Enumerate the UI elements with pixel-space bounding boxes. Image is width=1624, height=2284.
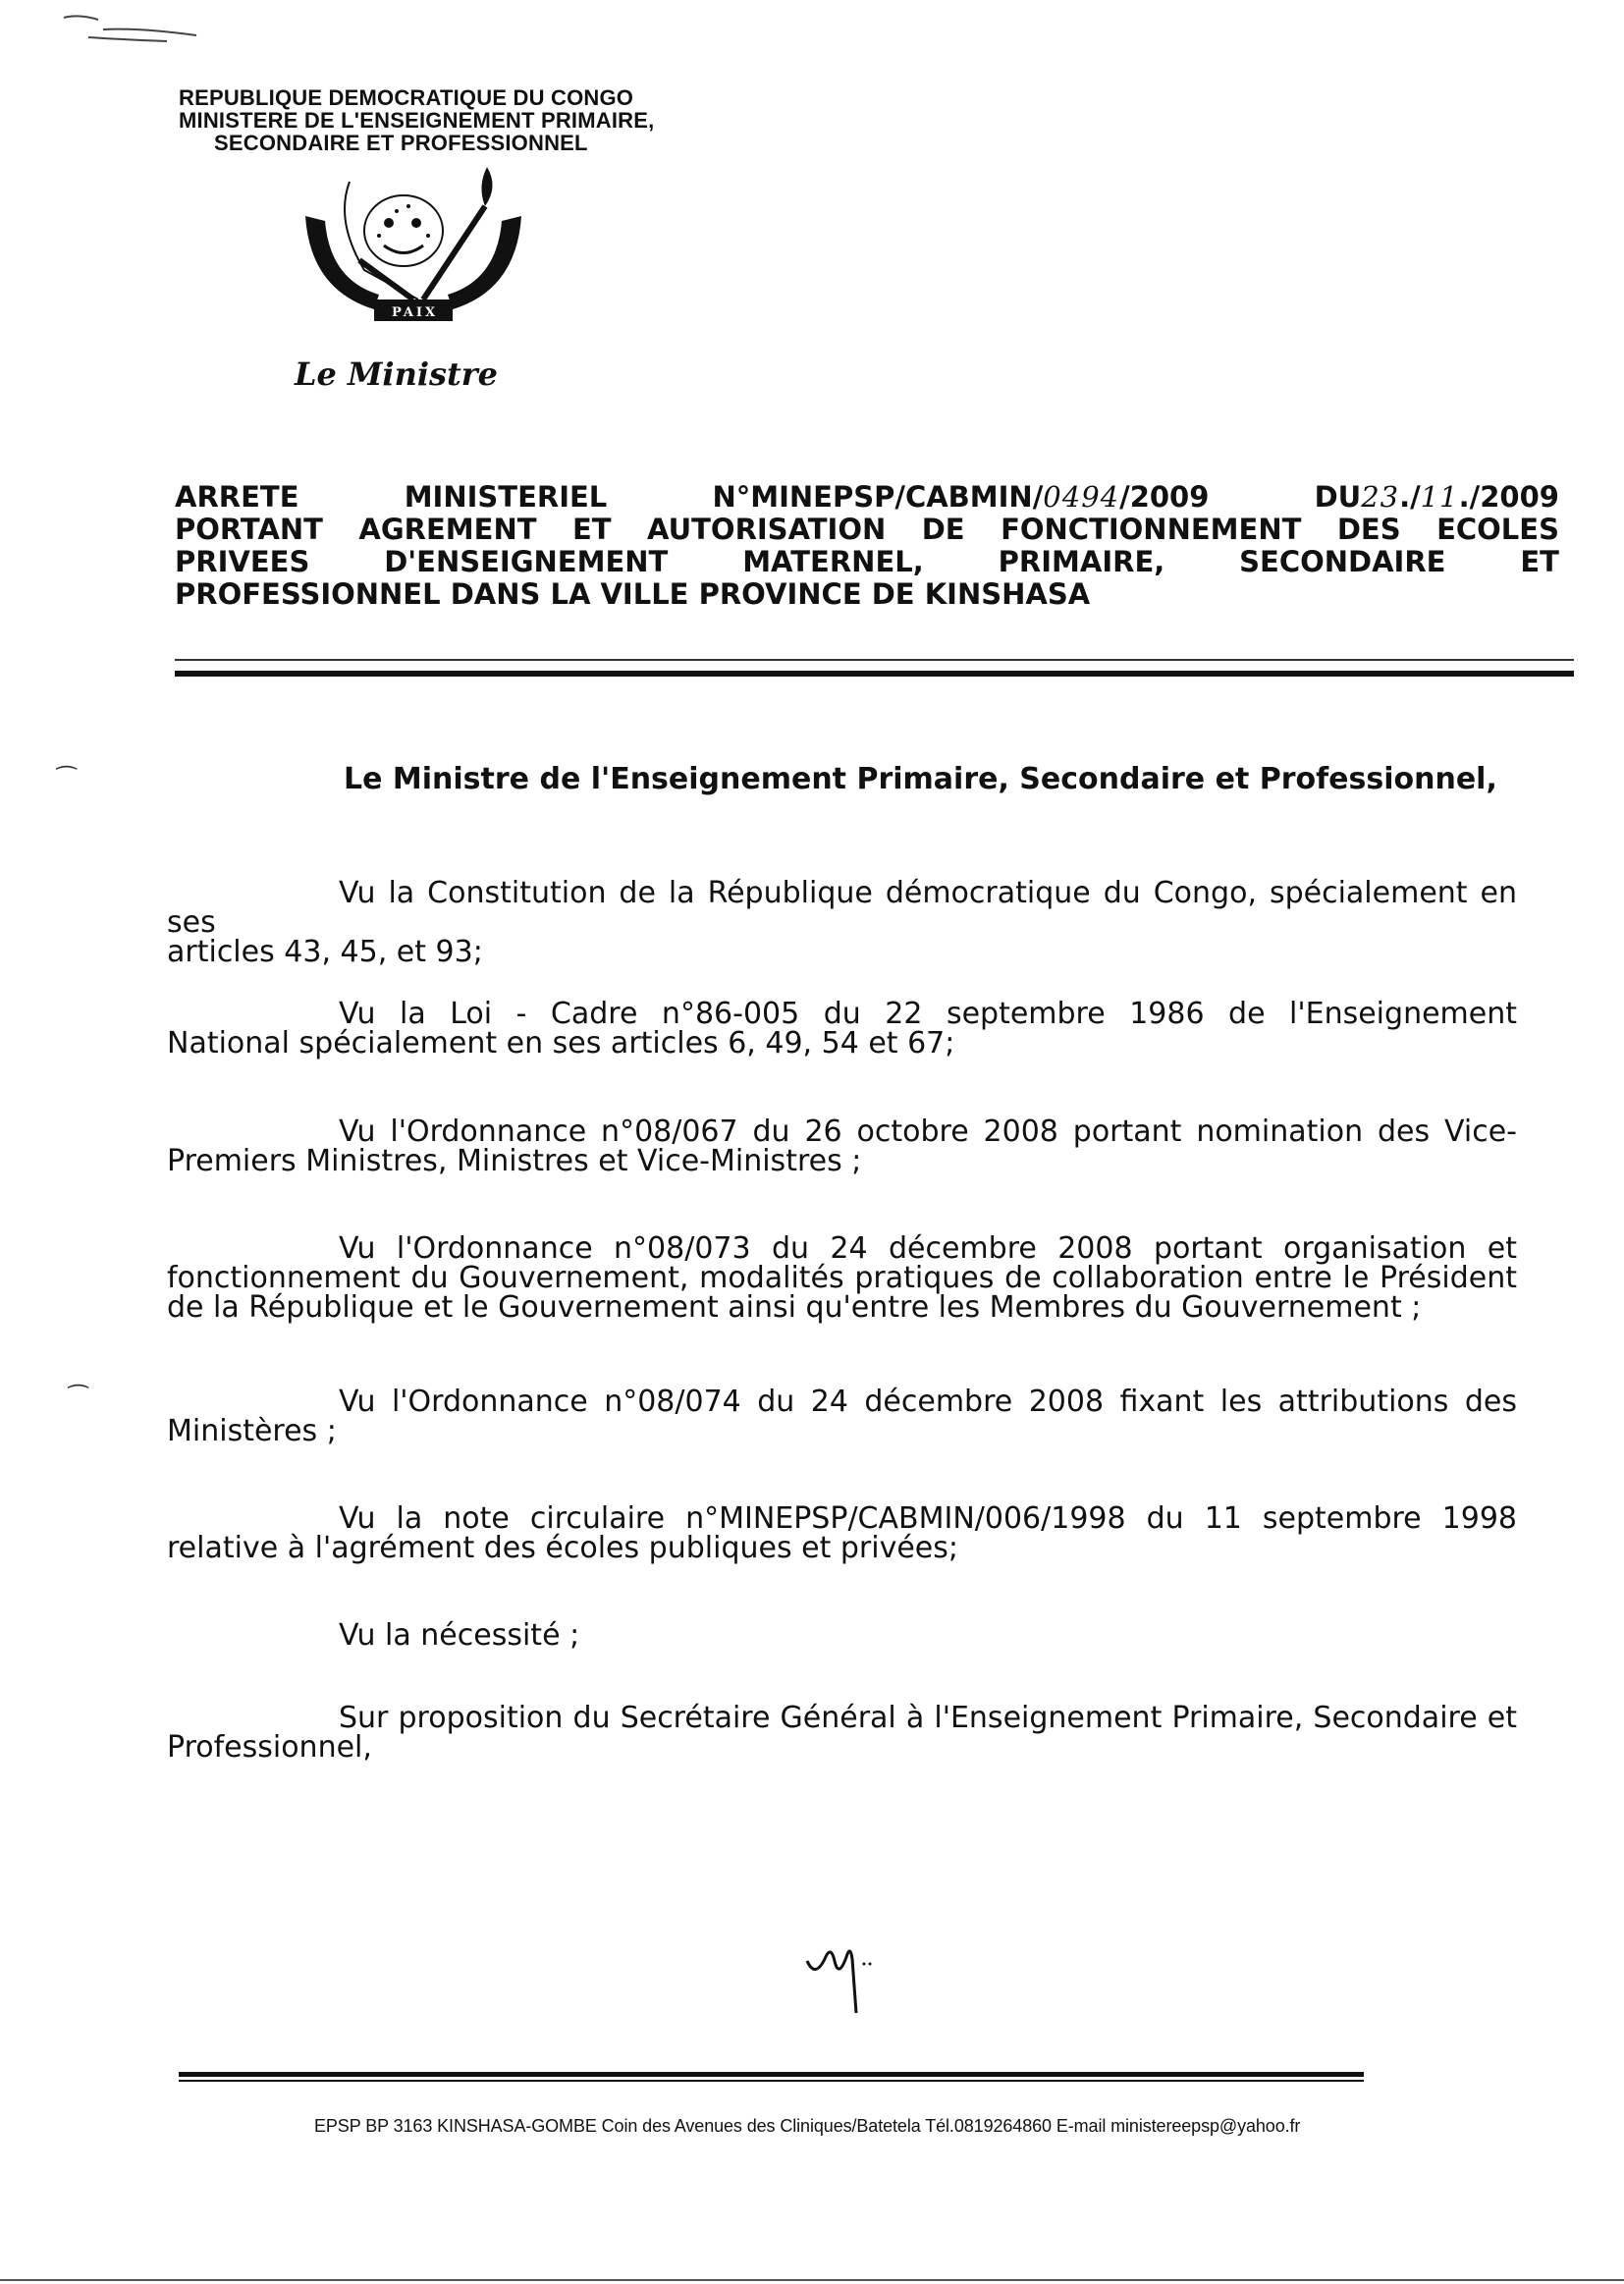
corner-scribble bbox=[59, 8, 206, 47]
consideration-paragraph: Vu l'Ordonnance n°08/073 du 24 décembre 2008 portant organisation et fonctionnement du Gouvernement, modalités pratiques de collaboration entre le Président de la République et le Gouvernement ainsi qu'entre les Membres du Gouvernement ; bbox=[167, 1231, 1517, 1325]
consideration-paragraph: Vu la Loi - Cadre n°86-005 du 22 septembre 1986 de l'Enseignement National spécialement en ses articles 6, 49, 54 et 67; bbox=[167, 997, 1517, 1060]
initials-mark bbox=[795, 1939, 913, 2018]
consideration-paragraph: Sur proposition du Secrétaire Général à l'Enseignement Primaire, Secondaire et Professionnel, bbox=[167, 1701, 1517, 1765]
margin-mark: ⁀ bbox=[69, 1385, 88, 1412]
letterhead-ministry: MINISTERE DE L'ENSEIGNEMENT PRIMAIRE, bbox=[179, 108, 655, 133]
letterhead-ministry-cont: SECONDAIRE ET PROFESSIONNEL bbox=[214, 131, 588, 155]
decree-number: N°MINEPSP/CABMIN/0494/2009 bbox=[712, 480, 1210, 514]
title-word: MINISTERIEL bbox=[404, 480, 608, 514]
signatory-heading: Le Ministre bbox=[295, 355, 499, 393]
title-line-1 bbox=[175, 481, 1559, 514]
footer-divider bbox=[179, 2072, 1364, 2077]
title-divider bbox=[175, 671, 1574, 677]
handwritten-number: 0494 bbox=[1043, 480, 1120, 514]
title-line-3: PRIVEES D'ENSEIGNEMENT MATERNEL, PRIMAIRE, SECONDAIRE ET bbox=[175, 545, 1559, 578]
title-divider-thin bbox=[175, 659, 1574, 661]
emblem-band-text: PAIX bbox=[392, 305, 439, 320]
title-line-4: PROFESSIONNEL DANS LA VILLE PROVINCE DE KINSHASA bbox=[175, 577, 1091, 611]
title-line-2: PORTANT AGREMENT ET AUTORISATION DE FONCTIONNEMENT DES ECOLES bbox=[175, 513, 1559, 546]
decree-date: DU23./11./2009 bbox=[1314, 480, 1559, 514]
letterhead bbox=[179, 86, 729, 154]
consideration-paragraph: Vu la Constitution de la République démocratique du Congo, spécialement en ses articles 43, 45, et 93; bbox=[167, 876, 1517, 969]
coat-of-arms-emblem bbox=[291, 162, 536, 358]
margin-mark: ⁀ bbox=[57, 766, 77, 793]
footer-address: EPSP BP 3163 KINSHASA-GOMBE Coin des Avenues des Cliniques/Batetela Tél.0819264860 E-mail ministereepsp@yahoo.fr bbox=[314, 2116, 1301, 2136]
consideration-paragraph: Vu la note circulaire n°MINEPSP/CABMIN/006/1998 du 11 septembre 1998 relative à l'agrément des écoles publiques et privées; bbox=[167, 1501, 1517, 1565]
handwritten-day: 23 bbox=[1361, 480, 1400, 514]
preamble: Le Ministre de l'Enseignement Primaire, Secondaire et Professionnel, bbox=[344, 762, 1497, 796]
consideration-paragraph: Vu la nécessité ; bbox=[339, 1618, 580, 1653]
consideration-paragraph: Vu l'Ordonnance n°08/074 du 24 décembre 2008 fixant les attributions des Ministères ; bbox=[167, 1385, 1517, 1448]
page-bottom-edge bbox=[0, 2279, 1624, 2281]
footer-divider-thin bbox=[179, 2080, 1364, 2082]
decree-title bbox=[175, 481, 1559, 611]
consideration-paragraph: Vu l'Ordonnance n°08/067 du 26 octobre 2008 portant nomination des Vice- Premiers Ministres, Ministres et Vice-Ministres ; bbox=[167, 1115, 1517, 1178]
title-word: ARRETE bbox=[175, 480, 299, 514]
handwritten-month: 11 bbox=[1420, 480, 1459, 514]
letterhead-country: REPUBLIQUE DEMOCRATIQUE DU CONGO bbox=[179, 85, 634, 110]
